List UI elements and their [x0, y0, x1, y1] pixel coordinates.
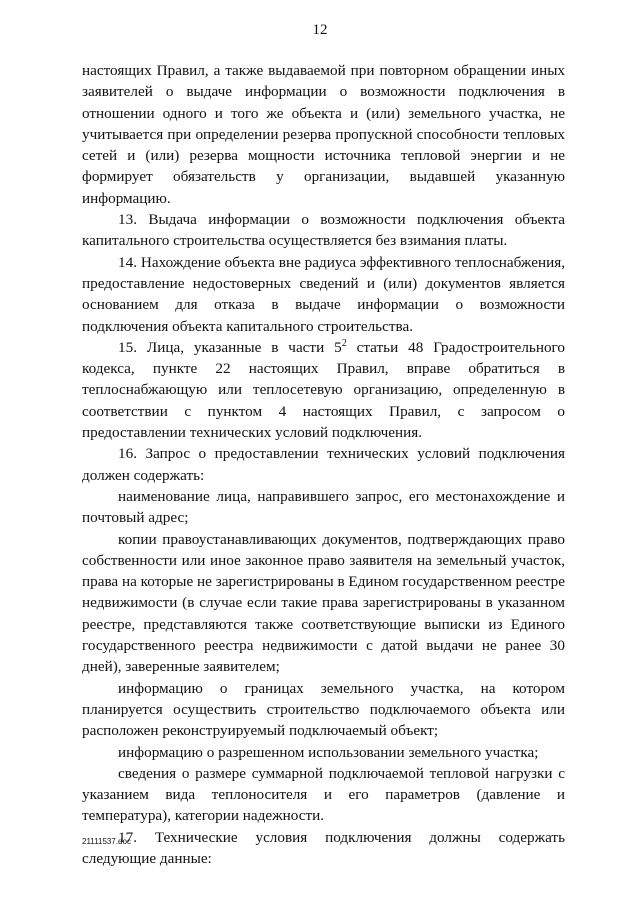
footer-filename: 21111537.doc: [82, 837, 131, 846]
paragraph-15-start: 15. Лица, указанные в части 5: [118, 338, 342, 356]
superscript-mark: 2: [341, 337, 347, 349]
paragraph-15-end: статьи 48 Градостроительного кодекса, пункте 22 настоящих Правил, вправе обратиться в теплоснабжающую или теплосетевую организацию, определенную в соответствии с пунктом 4 настоящих Правил, с запросом о предоставлении технических условий подключения.: [82, 338, 566, 442]
page-number: 12: [312, 22, 328, 38]
paragraph-17: 17. Технические условия подключения должны содержать следующие данные:: [82, 828, 565, 867]
list-item-permitted-use: информацию о разрешенном использовании земельного участка;: [118, 743, 539, 761]
paragraph-15: [82, 337, 565, 443]
list-item-heat-load: сведения о размере суммарной подключаемой тепловой нагрузки с указанием вида теплоносителя и его параметров (давление и температура), категории надежности.: [82, 764, 565, 825]
paragraph-16: 16. Запрос о предоставлении технических условий подключения должен содержать:: [82, 445, 565, 484]
document-body: [82, 60, 565, 869]
paragraph-14: 14. Нахождение объекта вне радиуса эффективного теплоснабжения, предоставление недостоверных сведений и (или) документов является основанием для отказа в выдаче информации о возможности подключения объекта капитального строительства.: [82, 253, 565, 335]
paragraph-13: 13. Выдача информации о возможности подключения объекта капитального строительства осуществляется без взимания платы.: [82, 211, 565, 250]
list-item-name-address: наименование лица, направившего запрос, его местонахождение и почтовый адрес;: [82, 487, 565, 527]
list-item-ownership-documents: копии правоустанавливающих документов, подтверждающих право собственности или иное законное право заявителя на земельный участок, права на которые не зарегистрированы в Едином государственном реестре недвижимости (в случае если такие права зарегистрированы в указанном реестре, представляются также соответствующие выписки из Единого государственного реестра недвижимости с датой выдачи не ранее 30 дней), заверенные заявителем;: [82, 530, 565, 676]
paragraph-continuation: настоящих Правил, а также выдаваемой при повторном обращении иных заявителей о выдаче информации о возможности подключения в отношении одного и того же объекта и (или) земельного участка, не учитывается при определении резерва пропускной способности тепловых сетей и (или) резерва мощности источника тепловой энергии и не формирует обязательств у организации, выдавшей указанную информацию.: [82, 62, 565, 207]
list-item-land-boundaries: информацию о границах земельного участка, на котором планируется осуществить строительство подключаемого объекта или расположен реконструируемый подключаемый объект;: [82, 679, 565, 740]
